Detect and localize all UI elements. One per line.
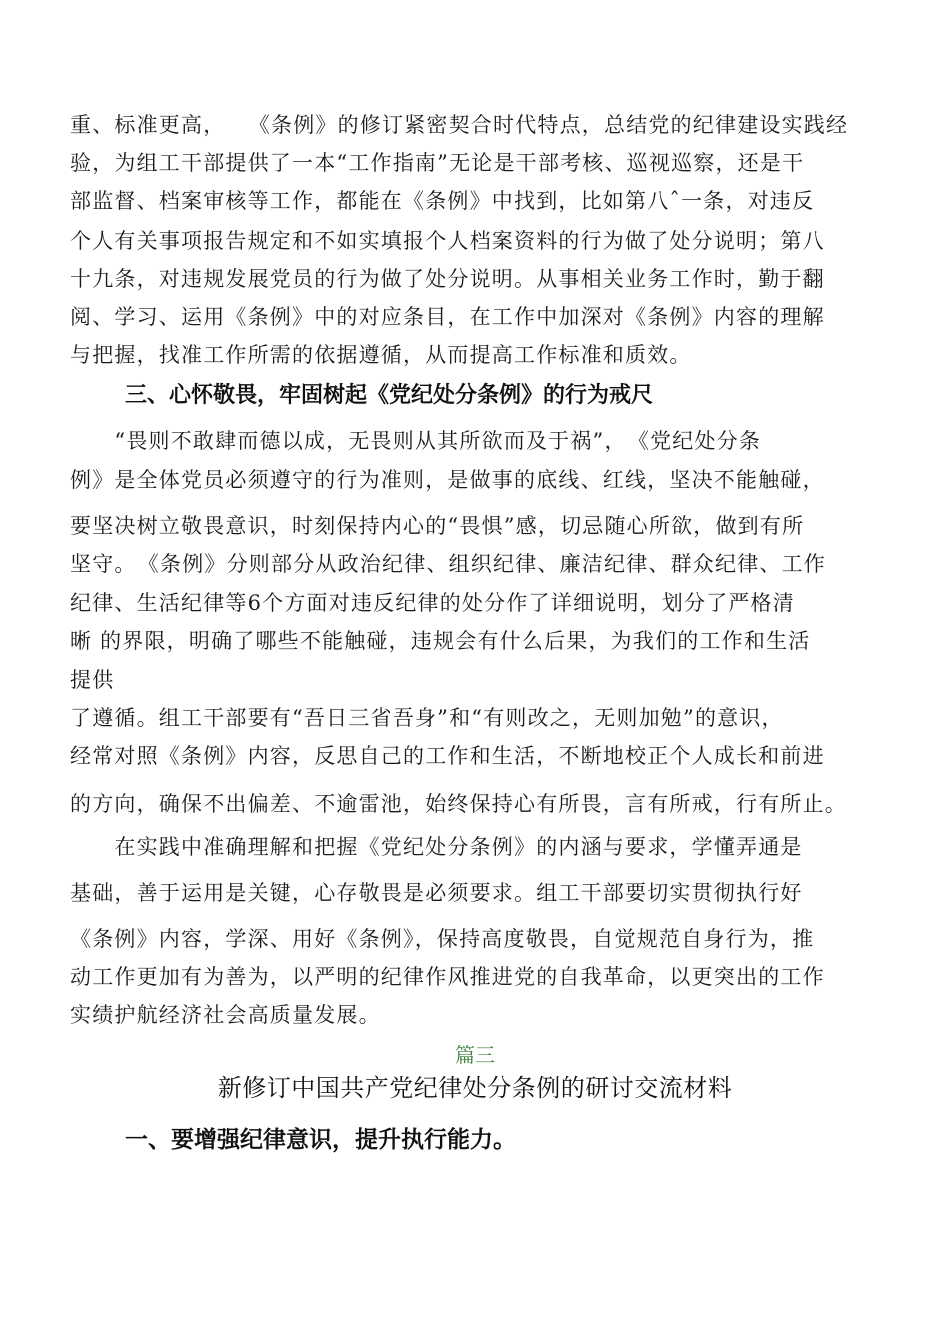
paragraph-line: 基础，善于运用是关键，心存敬畏是必须要求。组工干部要切实贯彻执行好 bbox=[70, 881, 803, 905]
section-heading: 三、心怀敬畏，牢固树起《党纪处分条例》的行为戒尺 bbox=[125, 383, 654, 408]
paragraph-line: 经常对照《条例》内容，反思自己的工作和生活，不断地校正个人成长和前进 bbox=[70, 744, 825, 768]
paragraph-line: 十九条，对违规发展党员的行为做了处分说明。从事相关业务工作时，勤于翻 bbox=[70, 267, 825, 291]
paragraph-line: 重、标准更高， 《条例》的修订紧密契合时代特点，总结党的纪律建设实践经 bbox=[70, 113, 849, 137]
paragraph-line: 与把握，找准工作所需的依据遵循，从而提高工作标准和质效。 bbox=[70, 343, 692, 367]
paragraph-line: 晰 的界限，明确了哪些不能触碰，违规会有什么后果，为我们的工作和生活 bbox=[70, 629, 811, 653]
paragraph-line: 阅、学习、运用《条例》中的对应条目，在工作中加深对《条例》内容的理解 bbox=[70, 305, 825, 329]
paragraph-line: 部监督、档案审核等工作，都能在《条例》中找到，比如第八ˆ一条，对违反 bbox=[70, 189, 815, 213]
paragraph-line: 纪律、生活纪律等6个方面对违反纪律的处分作了详细说明，划分了严格清 bbox=[70, 591, 795, 615]
paragraph-line: 提供 bbox=[70, 668, 115, 692]
paragraph-line: 验，为组工干部提供了一本“工作指南”无论是干部考核、巡视巡察，还是干 bbox=[70, 151, 805, 175]
part-label: 篇三 bbox=[455, 1043, 495, 1067]
paragraph-line: 了遵循。组工干部要有“吾日三省吾身”和“有则改之，无则加勉”的意识， bbox=[70, 706, 784, 730]
paragraph-line: 实绩护航经济社会高质量发展。 bbox=[70, 1003, 381, 1027]
paragraph-line: 例》是全体党员必须遵守的行为准则，是做事的底线、红线，坚决不能触碰， bbox=[70, 468, 825, 492]
paragraph-line: 的方向，确保不出偏差、不逾雷池，始终保持心有所畏，言有所戒，行有所止。 bbox=[70, 792, 847, 816]
paragraph-line: 要坚决树立敬畏意识，时刻保持内心的“畏惧”感，切忌随心所欲，做到有所 bbox=[70, 514, 805, 538]
paragraph-line: 坚守。 《条例》分则部分从政治纪律、组织纪律、廉洁纪律、群众纪律、工作 bbox=[70, 552, 826, 576]
paragraph-line: 个人有关事项报告规定和不如实填报个人档案资料的行为做了处分说明；第八 bbox=[70, 229, 825, 253]
paragraph-line: 《条例》内容，学深、用好《条例》，保持高度敬畏，自觉规范自身行为，推 bbox=[70, 927, 815, 951]
document-title: 新修订中国共产党纪律处分条例的研讨交流材料 bbox=[217, 1074, 733, 1102]
subsection-heading: 一、要增强纪律意识，提升执行能力。 bbox=[125, 1127, 516, 1153]
paragraph-line: “畏则不敢肆而德以成，无畏则从其所欲而及于祸”， 《党纪处分条 bbox=[70, 429, 762, 453]
paragraph-line: 动工作更加有为善为，以严明的纪律作风推进党的自我革命，以更突出的工作 bbox=[70, 965, 825, 989]
paragraph-line: 在实践中准确理解和把握《党纪处分条例》的内涵与要求，学懂弄通是 bbox=[70, 835, 803, 859]
